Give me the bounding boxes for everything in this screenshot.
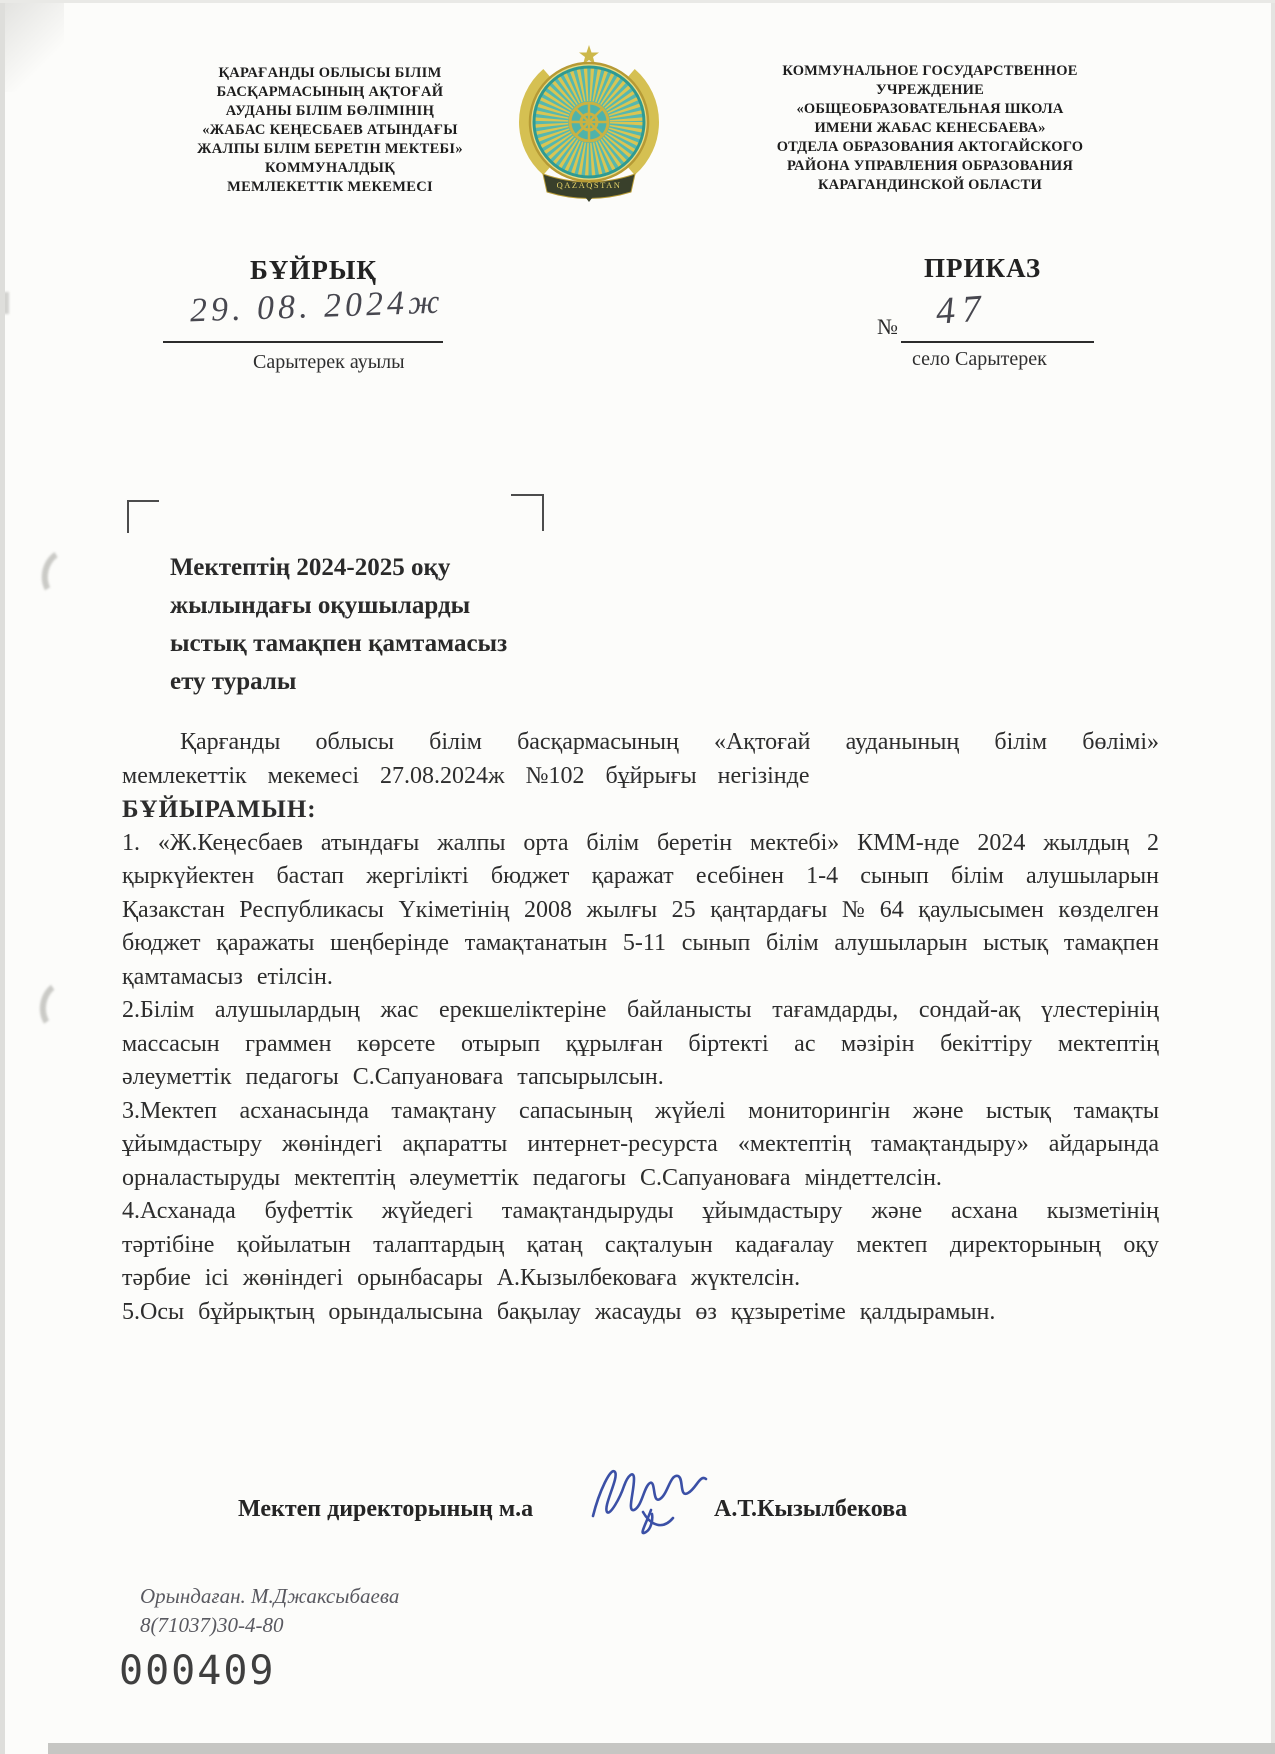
scan-arc-mark	[36, 543, 94, 607]
org-name-kk-line: ЖАЛПЫ БІЛІМ БЕРЕТІН МЕКТЕБІ»	[197, 141, 463, 157]
emblem-banner-text: QAZAQSTAN	[556, 180, 622, 190]
place-russian: село Сарытерек	[912, 348, 1047, 370]
order-heading-russian: ПРИКАЗ	[924, 253, 1042, 283]
scan-edge	[0, 0, 5, 1754]
order-item-4: 4.Асханада буфеттік жүйедегі тамақтандыруды ұйымдастыру және асхана кызметінің тәртібіне қойылатын талаптардың қатаң сақталуын кадағалау мектеп директорының оқу тәрбие ісі жөніндегі орынбасары А.Кызылбековаға жүктелсін.	[122, 1198, 1159, 1291]
org-name-kk-line: БАСҚАРМАСЫНЫҢ АҚТОҒАЙ	[216, 84, 444, 100]
signatory-name: А.Т.Кызылбекова	[714, 1496, 908, 1522]
order-item-3: 3.Мектеп асханасында тамақтану сапасының жүйелі мониторингін және ыстық тамақты ұйымдастыру жөніндегі ақпаратты интернет-ресурста «мектептің тамақтандыру» айдарында орналастыруды мектептің әлеуметтік педагогы С.Сапуановаға міндеттелсін.	[122, 1097, 1159, 1191]
executor-phone: 8(71037)30-4-80	[140, 1613, 284, 1637]
number-underline	[901, 341, 1094, 343]
org-name-kk-line: МЕМЛЕКЕТТІК МЕКЕМЕСІ	[227, 179, 433, 195]
org-name-kazakh	[158, 64, 502, 197]
org-name-kk-line: «ЖАБАС КЕҢЕСБАЕВ АТЫНДАҒЫ	[202, 122, 458, 138]
registration-stamp-number: 000409	[119, 1648, 276, 1694]
handwritten-order-number: 47	[934, 287, 990, 333]
kazakhstan-emblem-icon	[515, 44, 663, 207]
scan-arc-mark	[36, 976, 91, 1037]
order-body	[122, 726, 1159, 1329]
order-number-label: №	[877, 314, 898, 339]
scan-smudge	[0, 0, 64, 92]
title-line: жылындағы оқушыларды	[170, 592, 471, 619]
org-name-ru-line: УЧРЕЖДЕНИЕ	[875, 82, 985, 98]
order-item-2: 2.Білім алушылардың жас ерекшеліктеріне байланысты тағамдарды, сондай-ақ үлестерінің массасын граммен көрсете отырып құрылған біртекті ас мәзірін бекіттіру мектептің әлеуметтік педагогы С.Сапуановаға тапсырылсын.	[122, 997, 1159, 1090]
order-item-1: 1. «Ж.Кеңесбаев атындағы жалпы орта білім беретін мектебі» КММ-нде 2024 жылдың 2 қыркүйектен бастап жергілікті бюджет қаражат есебінен 1-4 сынып білім алушыларын Қазакстан Республикасы Үкіметінің 2008 жылғы 25 қаңтардағы № 64 қаулысымен көзделген бюджет қаражаты шеңберінде тамақтанатын 5-11 сынып білім алушыларын ыстық тамақпен қамтамасыз етілсін.	[122, 829, 1159, 990]
org-name-ru-line: «ОБЩЕОБРАЗОВАТЕЛЬНАЯ ШКОЛА	[796, 101, 1064, 117]
org-name-ru-line: ИМЕНИ ЖАБАС КЕНЕСБАЕВА»	[814, 120, 1046, 136]
title-line: ыстық тамақпен қамтамасыз	[170, 630, 508, 657]
scan-edge	[1271, 0, 1275, 1754]
org-name-russian	[728, 62, 1132, 195]
document-title	[170, 549, 560, 701]
org-name-ru-line: РАЙОНА УПРАВЛЕНИЯ ОБРАЗОВАНИЯ	[786, 158, 1073, 174]
handwritten-signature	[583, 1452, 713, 1547]
org-name-ru-line: КОММУНАЛЬНОЕ ГОСУДАРСТВЕННОЕ	[782, 63, 1078, 79]
order-heading-kazakh: БҰЙРЫҚ	[250, 255, 377, 285]
org-name-kk-line: АУДАНЫ БІЛІМ БӨЛІМІНІҢ	[225, 103, 435, 119]
scan-edge	[48, 1743, 1275, 1754]
handwritten-date: 29. 08. 2024ж	[189, 283, 445, 330]
title-line: ету туралы	[170, 668, 297, 695]
title-line: Мектептің 2024-2025 оқу	[170, 554, 451, 581]
signatory-role: Мектеп директорының м.а	[238, 1496, 534, 1522]
place-kazakh: Сарытерек ауылы	[253, 351, 405, 373]
executor-name: Орындаған. М.Джаксыбаева	[140, 1584, 400, 1608]
order-item-5: 5.Осы бұйрықтың орындалысына бақылау жасауды өз құзыретіме қалдырамын.	[122, 1298, 996, 1325]
org-name-kk-line: КОММУНАЛДЫҚ	[264, 160, 396, 176]
date-underline	[163, 341, 443, 343]
intro-paragraph: Қарғанды облысы білім басқармасының «Ақтоғай ауданының білім бөлімі» мемлекеттік мекемесі 27.08.2024ж №102 бұйрығы негізінде	[122, 729, 1159, 789]
executor-block	[140, 1582, 399, 1640]
org-name-ru-line: ОТДЕЛА ОБРАЗОВАНИЯ АКТОГАЙСКОГО	[776, 139, 1084, 155]
corner-mark-right	[511, 494, 544, 531]
corner-mark-left	[127, 500, 159, 533]
org-name-kk-line: ҚАРАҒАНДЫ ОБЛЫСЫ БІЛІМ	[218, 65, 442, 81]
scan-edge	[0, 0, 1275, 3]
org-name-ru-line: КАРАГАНДИНСКОЙ ОБЛАСТИ	[817, 177, 1043, 193]
resolve-word: БҰЙЫРАМЫН:	[122, 796, 317, 823]
